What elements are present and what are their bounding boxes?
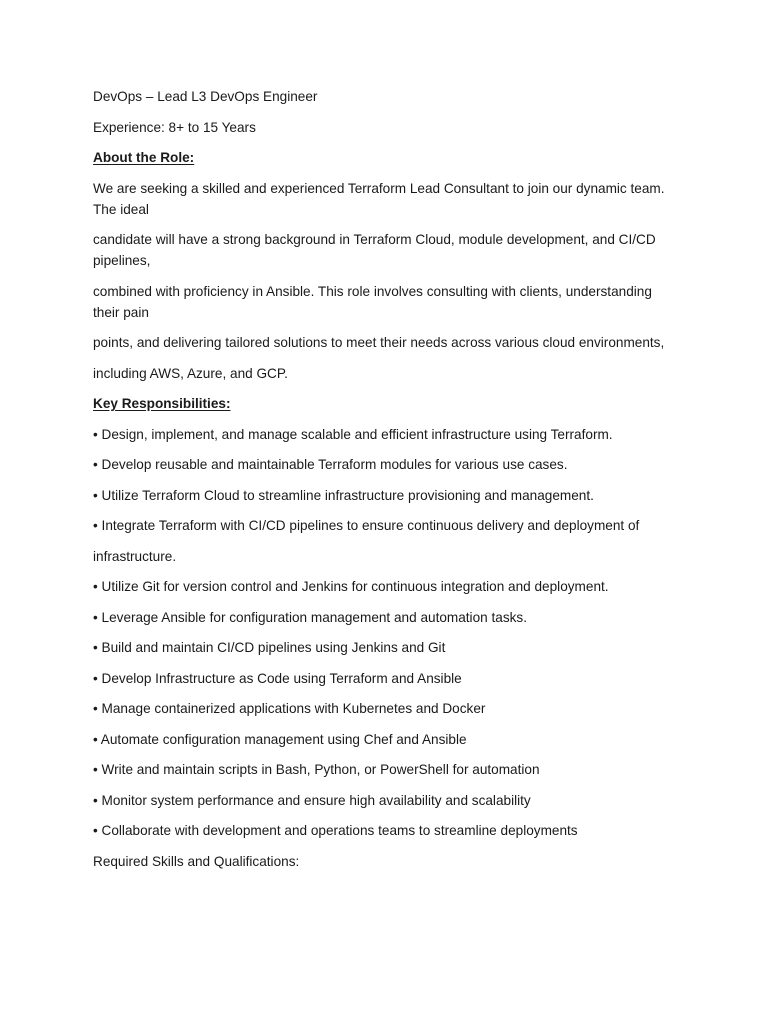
responsibility-item: • Collaborate with development and operations teams to streamline deployments <box>93 823 578 838</box>
responsibility-item: • Utilize Terraform Cloud to streamline infrastructure provisioning and management. <box>93 487 594 503</box>
document-body <box>93 86 678 881</box>
responsibility-item: • Develop reusable and maintainable Terraform modules for various use cases. <box>93 457 568 472</box>
responsibility-item: • Automate configuration management using Chef and Ansible <box>93 731 467 747</box>
responsibilities-heading: Key Responsibilities: <box>93 396 231 411</box>
responsibility-item: • Develop Infrastructure as Code using Terraform and Ansible <box>93 670 462 686</box>
about-paragraph: points, and delivering tailored solutions to meet their needs across various cloud environments, <box>93 335 665 350</box>
responsibility-item: • Integrate Terraform with CI/CD pipelines to ensure continuous delivery and deployment of <box>93 518 640 533</box>
responsibility-item: infrastructure. <box>93 548 177 564</box>
responsibility-item: • Design, implement, and manage scalable and efficient infrastructure using Terraform. <box>93 426 613 442</box>
experience-line: Experience: 8+ to 15 Years <box>93 119 256 135</box>
responsibility-item: • Build and maintain CI/CD pipelines using Jenkins and Git <box>93 640 446 655</box>
about-paragraph: We are seeking a skilled and experienced Terraform Lead Consultant to join our dynamic team. The ideal <box>93 180 665 217</box>
about-paragraph: candidate will have a strong background in Terraform Cloud, module development, and CI/CD pipelines, <box>93 232 656 268</box>
about-paragraph: combined with proficiency in Ansible. This role involves consulting with clients, understanding their pain <box>93 283 652 320</box>
responsibility-item: • Write and maintain scripts in Bash, Python, or PowerShell for automation <box>93 762 540 777</box>
responsibility-item: • Leverage Ansible for configuration management and automation tasks. <box>93 609 527 625</box>
skills-heading: Required Skills and Qualifications: <box>93 853 300 869</box>
job-title: DevOps – Lead L3 DevOps Engineer <box>93 89 318 104</box>
about-paragraph: including AWS, Azure, and GCP. <box>93 365 288 381</box>
responsibility-item: • Utilize Git for version control and Jenkins for continuous integration and deployment. <box>93 579 609 594</box>
about-heading: About the Role: <box>93 150 195 165</box>
responsibility-item: • Manage containerized applications with Kubernetes and Docker <box>93 701 486 716</box>
responsibility-item: • Monitor system performance and ensure high availability and scalability <box>93 792 531 808</box>
